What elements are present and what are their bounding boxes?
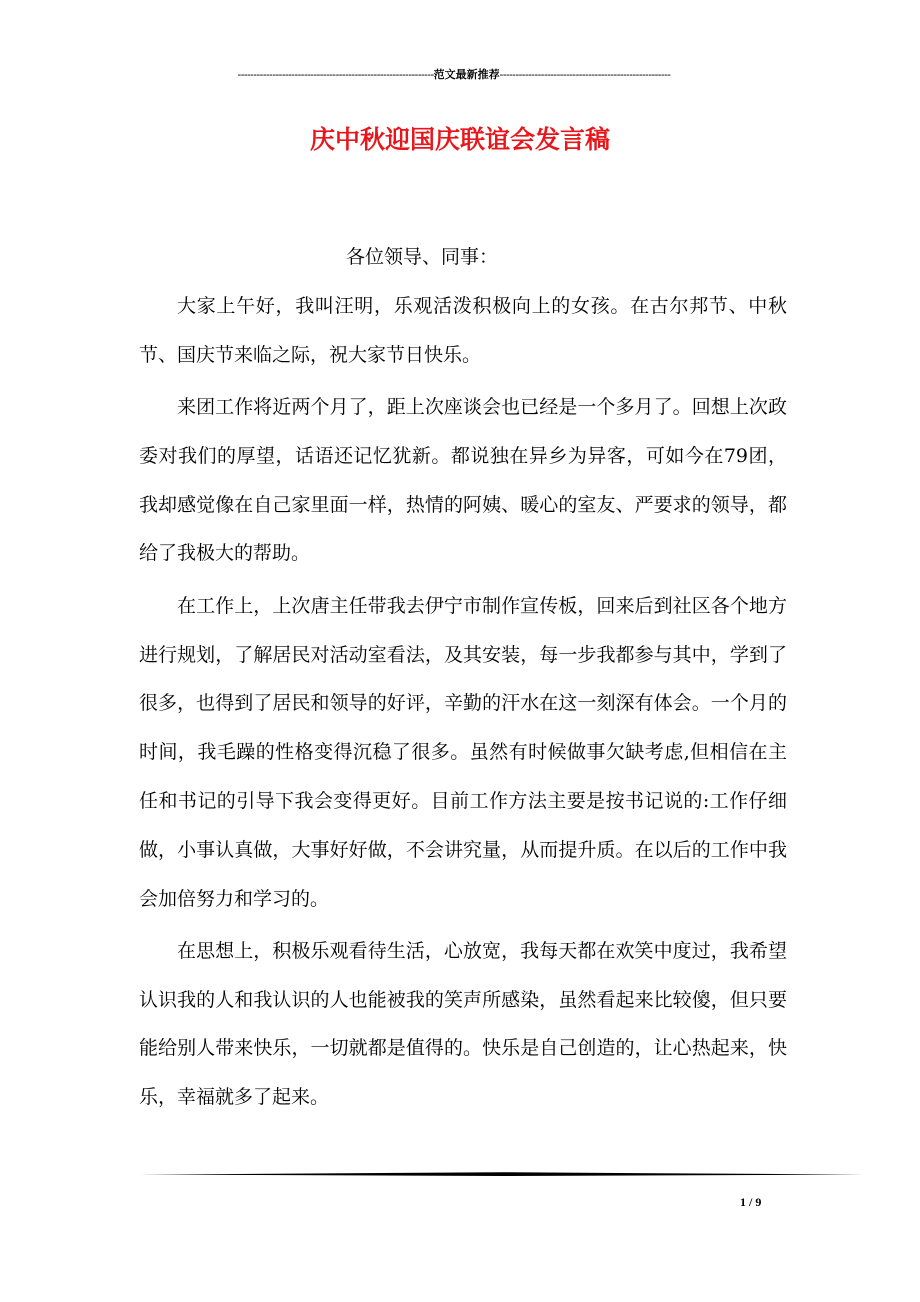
paragraph-work: 在工作上，上次唐主任带我去伊宁市制作宣传板，回来后到社区各个地方进行规划，了解居民对活动室看法，及其安装，每一步我都参与其中，学到了很多，也得到了居民和领导的好评，辛勤的汗水在这一刻深有体会。一个月的时间，我毛躁的性格变得沉稳了很多。虽然有时候做事欠缺考虑,但相信在主任和书记的引导下我会变得更好。目前工作方法主要是按书记说的:工作仔细做，小事认真做，大事好好做，不会讲究量，从而提升质。在以后的工作中我会加倍努力和学习的。 — [139, 594, 787, 910]
page-header — [140, 68, 768, 82]
paragraph-arrival: 来团工作将近两个月了，距上次座谈会也已经是一个多月了。回想上次政委对我们的厚望，话语还记忆犹新。都说独在异乡为异客，可如今在79团，我却感觉像在自己家里面一样，热情的阿姨、暖心的室友、严要求的领导，都给了我极大的帮助。 — [139, 396, 787, 565]
page-number: 1 / 9 — [740, 1195, 762, 1209]
paragraph-thought: 在思想上，积极乐观看待生活，心放宽，我每天都在欢笑中度过，我希望认识我的人和我认识的人也能被我的笑声所感染，虽然看起来比较傻，但只要能给别人带来快乐，一切就都是值得的。快乐是自己创造的，让心热起来，快乐，幸福就多了起来。 — [139, 939, 787, 1109]
footer-rule — [140, 1172, 864, 1176]
header-right-dashes: ------------------------------------------------------ — [499, 69, 671, 81]
document-body — [139, 282, 787, 1126]
header-label: 范文最新推荐 — [433, 69, 500, 81]
document-title: 庆中秋迎国庆联谊会发言稿 — [309, 125, 610, 154]
paragraph-greeting: 大家上午好，我叫汪明，乐观活泼积极向上的女孩。在古尔邦节、中秋节、国庆节来临之际，祝大家节日快乐。 — [139, 295, 787, 366]
salutation: 各位领导、同事： — [346, 246, 499, 268]
header-left-dashes: -------------------------------------------------------------- — [237, 69, 434, 81]
